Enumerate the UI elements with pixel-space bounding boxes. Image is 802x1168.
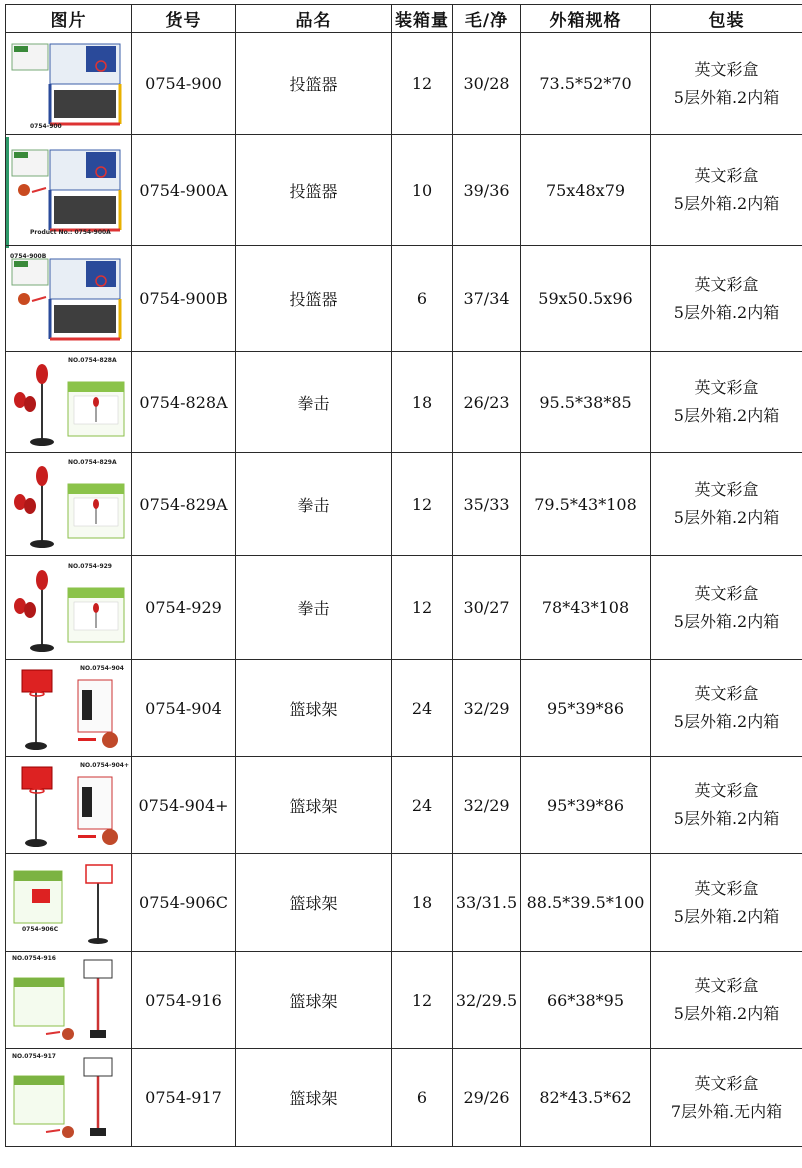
gross-net-cell: 26/23 bbox=[453, 352, 521, 453]
table-row bbox=[6, 854, 802, 952]
packaging-cell bbox=[651, 1049, 802, 1147]
packing-qty-cell: 12 bbox=[392, 556, 453, 660]
packaging-cell bbox=[651, 33, 802, 135]
product-name-cell: 投篮器 bbox=[236, 135, 392, 246]
pic-label: 0754-900B bbox=[10, 252, 47, 260]
packing-qty-cell: 18 bbox=[392, 854, 453, 952]
header-product-name: 品名 bbox=[236, 5, 392, 33]
product-image bbox=[6, 660, 132, 756]
carton-size-cell: 82*43.5*62 bbox=[521, 1049, 651, 1147]
header-item-no: 货号 bbox=[132, 5, 236, 33]
table-row bbox=[6, 1049, 802, 1147]
packaging-box-type: 英文彩盒 bbox=[694, 274, 759, 294]
table-row bbox=[6, 246, 802, 352]
packaging-carton-type: 5层外箱.2内箱 bbox=[673, 712, 780, 731]
packaging-carton-type: 5层外箱.2内箱 bbox=[673, 809, 780, 828]
product-image bbox=[6, 251, 132, 347]
product-name-cell: 投篮器 bbox=[236, 33, 392, 135]
carton-size-cell: 78*43*108 bbox=[521, 556, 651, 660]
packaging-cell bbox=[651, 556, 802, 660]
gross-net-cell: 29/26 bbox=[453, 1049, 521, 1147]
product-picture-cell bbox=[6, 556, 132, 660]
packaging-box-type: 英文彩盒 bbox=[694, 480, 759, 499]
carton-size-cell: 79.5*43*108 bbox=[521, 453, 651, 556]
gross-net-cell: 37/34 bbox=[453, 246, 521, 352]
pic-label: Product No.: 0754-900A bbox=[30, 229, 111, 236]
gross-net-cell: 35/33 bbox=[453, 453, 521, 556]
gross-net-cell: 33/31.5 bbox=[453, 854, 521, 952]
table-row bbox=[6, 757, 802, 854]
product-image bbox=[6, 757, 132, 853]
packing-qty-cell: 24 bbox=[392, 757, 453, 854]
pic-label: 0754-900 bbox=[30, 122, 62, 130]
product-name-cell: 篮球架 bbox=[236, 757, 392, 854]
item-no-cell: 0754-900B bbox=[132, 246, 236, 352]
carton-size-cell: 95.5*38*85 bbox=[521, 352, 651, 453]
product-image bbox=[6, 1050, 132, 1146]
packaging-cell bbox=[651, 246, 802, 352]
pic-label: NO.0754-916 bbox=[12, 955, 56, 962]
packaging-cell bbox=[651, 757, 802, 854]
header-packaging: 包装 bbox=[651, 5, 802, 33]
pic-label: NO.0754-828A bbox=[68, 357, 117, 364]
item-no-cell: 0754-904+ bbox=[132, 757, 236, 854]
product-picture-cell bbox=[6, 952, 132, 1049]
gross-net-cell: 30/27 bbox=[453, 556, 521, 660]
table-row bbox=[6, 135, 802, 246]
header-row bbox=[6, 5, 802, 33]
product-name-cell: 拳击 bbox=[236, 556, 392, 660]
item-no-cell: 0754-900A bbox=[132, 135, 236, 246]
header-carton-size: 外箱规格 bbox=[521, 5, 651, 33]
gross-net-cell: 32/29.5 bbox=[453, 952, 521, 1049]
product-image bbox=[6, 952, 132, 1048]
pic-label: NO.0754-829A bbox=[68, 459, 117, 466]
header-packing-qty: 装箱量 bbox=[392, 5, 453, 33]
packaging-carton-type: 5层外箱.2内箱 bbox=[673, 906, 780, 926]
packaging-carton-type: 5层外箱.2内箱 bbox=[673, 87, 780, 107]
packaging-box-type: 英文彩盒 bbox=[694, 976, 759, 995]
carton-size-cell: 75x48x79 bbox=[521, 135, 651, 246]
packaging-cell bbox=[651, 352, 802, 453]
carton-size-cell: 95*39*86 bbox=[521, 757, 651, 854]
packaging-box-type: 英文彩盒 bbox=[694, 166, 759, 185]
product-image bbox=[6, 142, 132, 238]
product-image bbox=[6, 855, 132, 951]
table-row bbox=[6, 660, 802, 757]
packaging-cell bbox=[651, 854, 802, 952]
carton-size-cell: 66*38*95 bbox=[521, 952, 651, 1049]
pic-label: NO.0754-904+ bbox=[80, 762, 130, 769]
gross-net-cell: 39/36 bbox=[453, 135, 521, 246]
product-name-cell: 投篮器 bbox=[236, 246, 392, 352]
packing-qty-cell: 6 bbox=[392, 246, 453, 352]
packaging-box-type: 英文彩盒 bbox=[694, 878, 759, 898]
pic-label: 0754-906C bbox=[22, 925, 59, 933]
item-no-cell: 0754-916 bbox=[132, 952, 236, 1049]
packaging-carton-type: 5层外箱.2内箱 bbox=[673, 302, 780, 322]
packaging-box-type: 英文彩盒 bbox=[694, 781, 759, 800]
pic-label: NO.0754-917 bbox=[12, 1052, 56, 1060]
packing-qty-cell: 18 bbox=[392, 352, 453, 453]
item-no-cell: 0754-906C bbox=[132, 854, 236, 952]
packaging-carton-type: 5层外箱.2内箱 bbox=[673, 194, 780, 213]
packaging-cell bbox=[651, 453, 802, 556]
gross-net-cell: 32/29 bbox=[453, 660, 521, 757]
header-picture: 图片 bbox=[6, 5, 132, 33]
packaging-box-type: 英文彩盒 bbox=[694, 378, 759, 397]
table-row bbox=[6, 33, 802, 135]
item-no-cell: 0754-917 bbox=[132, 1049, 236, 1147]
packaging-carton-type: 5层外箱.2内箱 bbox=[673, 611, 780, 631]
packaging-box-type: 英文彩盒 bbox=[694, 583, 759, 603]
packaging-box-type: 英文彩盒 bbox=[694, 684, 759, 703]
table-row bbox=[6, 352, 802, 453]
packing-qty-cell: 10 bbox=[392, 135, 453, 246]
product-image bbox=[6, 456, 132, 552]
carton-size-cell: 88.5*39.5*100 bbox=[521, 854, 651, 952]
item-no-cell: 0754-829A bbox=[132, 453, 236, 556]
product-picture-cell bbox=[6, 1049, 132, 1147]
packing-qty-cell: 6 bbox=[392, 1049, 453, 1147]
gross-net-cell: 30/28 bbox=[453, 33, 521, 135]
packaging-carton-type: 5层外箱.2内箱 bbox=[673, 1004, 780, 1023]
packaging-box-type: 英文彩盒 bbox=[694, 59, 759, 79]
product-picture-cell bbox=[6, 246, 132, 352]
product-picture-cell bbox=[6, 660, 132, 757]
packaging-carton-type: 5层外箱.2内箱 bbox=[673, 406, 780, 425]
item-no-cell: 0754-900 bbox=[132, 33, 236, 135]
table-row bbox=[6, 556, 802, 660]
product-name-cell: 篮球架 bbox=[236, 660, 392, 757]
product-name-cell: 拳击 bbox=[236, 453, 392, 556]
product-name-cell: 篮球架 bbox=[236, 854, 392, 952]
product-table bbox=[5, 4, 802, 1147]
packaging-cell bbox=[651, 660, 802, 757]
packaging-carton-type: 5层外箱.2内箱 bbox=[673, 508, 780, 527]
product-image bbox=[6, 560, 132, 656]
packing-qty-cell: 24 bbox=[392, 660, 453, 757]
product-picture-cell bbox=[6, 854, 132, 952]
item-no-cell: 0754-904 bbox=[132, 660, 236, 757]
packing-qty-cell: 12 bbox=[392, 952, 453, 1049]
product-picture-cell bbox=[6, 453, 132, 556]
product-name-cell: 拳击 bbox=[236, 352, 392, 453]
item-no-cell: 0754-828A bbox=[132, 352, 236, 453]
packaging-cell bbox=[651, 135, 802, 246]
packing-qty-cell: 12 bbox=[392, 33, 453, 135]
pic-label: NO.0754-904 bbox=[80, 665, 124, 672]
carton-size-cell: 95*39*86 bbox=[521, 660, 651, 757]
product-picture-cell bbox=[6, 33, 132, 135]
carton-size-cell: 73.5*52*70 bbox=[521, 33, 651, 135]
product-picture-cell bbox=[6, 352, 132, 453]
pic-label: NO.0754-929 bbox=[68, 562, 112, 570]
gross-net-cell: 32/29 bbox=[453, 757, 521, 854]
item-no-cell: 0754-929 bbox=[132, 556, 236, 660]
table-row bbox=[6, 952, 802, 1049]
header-gross-net: 毛/净 bbox=[453, 5, 521, 33]
product-name-cell: 篮球架 bbox=[236, 952, 392, 1049]
carton-size-cell: 59x50.5x96 bbox=[521, 246, 651, 352]
product-picture-cell bbox=[6, 757, 132, 854]
product-picture-cell bbox=[6, 135, 132, 246]
packaging-box-type: 英文彩盒 bbox=[694, 1073, 759, 1093]
packing-qty-cell: 12 bbox=[392, 453, 453, 556]
packaging-carton-type: 7层外箱.无内箱 bbox=[670, 1101, 783, 1121]
product-image bbox=[6, 36, 132, 132]
packaging-cell bbox=[651, 952, 802, 1049]
table-row bbox=[6, 453, 802, 556]
product-name-cell: 篮球架 bbox=[236, 1049, 392, 1147]
product-image bbox=[6, 354, 132, 450]
